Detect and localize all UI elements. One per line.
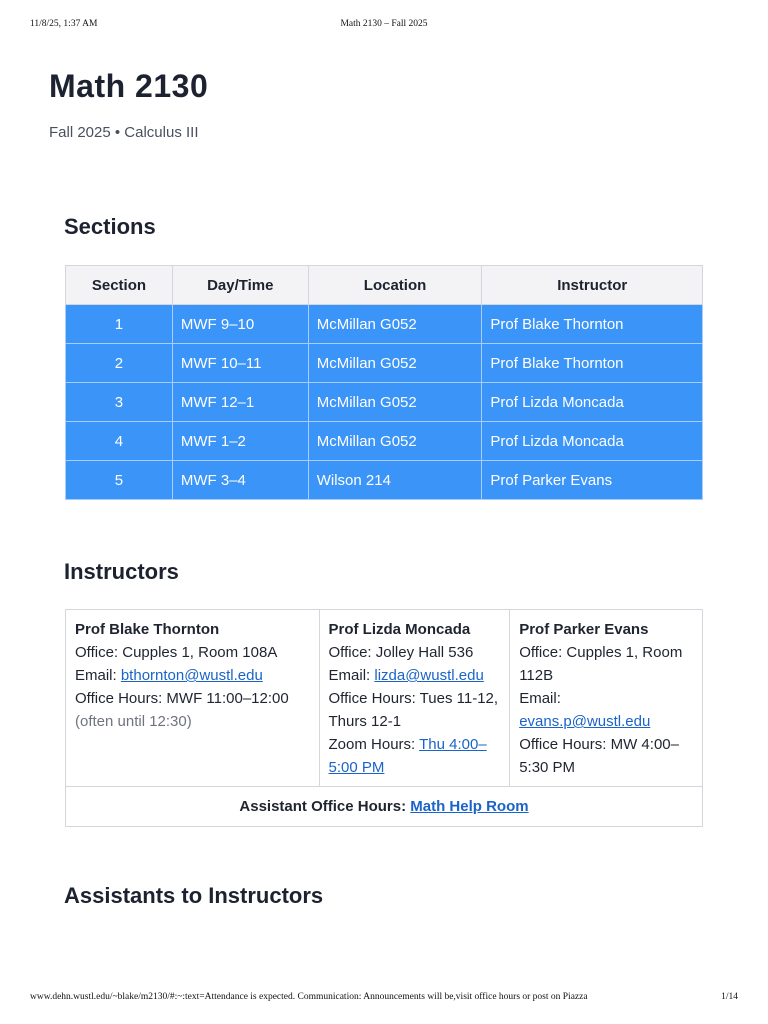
cell-section: 1 (66, 305, 173, 344)
print-title: Math 2130 – Fall 2025 (340, 19, 428, 29)
cell-section: 3 (66, 383, 173, 422)
table-row (66, 461, 703, 500)
print-datetime: 11/8/25, 1:37 AM (30, 19, 98, 29)
col-header-instructor: Instructor (482, 266, 703, 305)
email-link-evans[interactable]: evans.p@wustl.edu (519, 713, 651, 730)
cell-instructor: Prof Lizda Moncada (482, 383, 703, 422)
instructor-office: Office: Jolley Hall 536 (328, 644, 474, 661)
cell-daytime: MWF 10–11 (172, 344, 308, 383)
instructor-card-thornton (66, 610, 320, 787)
assistant-hours-cell (66, 787, 703, 827)
cell-instructor: Prof Parker Evans (482, 461, 703, 500)
instructor-hours: Office Hours: MW 4:00–5:30 PM (519, 736, 679, 776)
instructor-name: Prof Lizda Moncada (328, 621, 471, 638)
cell-instructor: Prof Blake Thornton (482, 305, 703, 344)
cell-location: McMillan G052 (308, 383, 482, 422)
email-link-thornton[interactable]: bthornton@wustl.edu (120, 667, 263, 684)
page-subtitle: Fall 2025 • Calculus III (49, 124, 199, 141)
print-header (0, 19, 768, 33)
instructors-table (65, 609, 703, 827)
col-header-section: Section (66, 266, 173, 305)
math-help-room-link[interactable]: Math Help Room (410, 798, 529, 815)
instructor-card-moncada (319, 610, 510, 787)
instructors-heading: Instructors (64, 559, 179, 584)
instructor-hours: Office Hours: Tues 11-12, Thurs 12-1 (328, 690, 499, 730)
instructors-row (66, 610, 703, 787)
print-footer (0, 992, 768, 1006)
print-page-number: 1/14 (721, 992, 738, 1002)
instructor-hours-note: (often until 12:30) (75, 713, 192, 730)
zoom-label: Zoom Hours: (328, 736, 420, 753)
instructor-office: Office: Cupples 1, Room 108A (75, 644, 278, 661)
instructor-zoom-line (329, 733, 501, 779)
instructor-hours: Office Hours: MWF 11:00–12:00 (75, 690, 289, 707)
email-link-moncada[interactable]: lizda@wustl.edu (374, 667, 484, 684)
col-header-daytime: Day/Time (172, 266, 308, 305)
table-row (66, 344, 703, 383)
email-label: Email: (328, 667, 375, 684)
cell-location: McMillan G052 (308, 344, 482, 383)
assistants-heading: Assistants to Instructors (64, 883, 324, 908)
cell-daytime: MWF 9–10 (172, 305, 308, 344)
cell-instructor: Prof Lizda Moncada (482, 422, 703, 461)
cell-daytime: MWF 12–1 (172, 383, 308, 422)
assistant-hours-label: Assistant Office Hours: (239, 798, 411, 815)
zoom-hours-link[interactable]: Thu 4:00–5:00 PM (328, 736, 487, 776)
cell-daytime: MWF 3–4 (172, 461, 308, 500)
cell-location: McMillan G052 (308, 422, 482, 461)
cell-daytime: MWF 1–2 (172, 422, 308, 461)
table-row (66, 383, 703, 422)
cell-location: Wilson 214 (308, 461, 482, 500)
sections-table (65, 265, 703, 500)
page-title: Math 2130 (49, 68, 209, 104)
sections-heading: Sections (64, 214, 156, 239)
instructor-name: Prof Blake Thornton (75, 621, 220, 638)
email-label: Email: (519, 690, 561, 707)
table-row (66, 422, 703, 461)
print-url: www.dehn.wustl.edu/~blake/m2130/#:~:text=Attendance is expected. Communication: Announcements will be,visit office hours or post on Piazza (30, 992, 588, 1002)
instructor-office: Office: Cupples 1, Room 112B (519, 644, 683, 684)
col-header-location: Location (308, 266, 482, 305)
instructor-email-line (329, 664, 501, 687)
cell-section: 4 (66, 422, 173, 461)
cell-location: McMillan G052 (308, 305, 482, 344)
instructor-card-evans (510, 610, 703, 787)
email-label: Email: (75, 667, 121, 684)
cell-section: 5 (66, 461, 173, 500)
table-row (66, 305, 703, 344)
cell-section: 2 (66, 344, 173, 383)
instructor-name: Prof Parker Evans (519, 621, 649, 638)
instructor-email-line (75, 664, 310, 687)
cell-instructor: Prof Blake Thornton (482, 344, 703, 383)
sections-header-row (66, 266, 703, 305)
assistant-hours-row (66, 787, 703, 827)
